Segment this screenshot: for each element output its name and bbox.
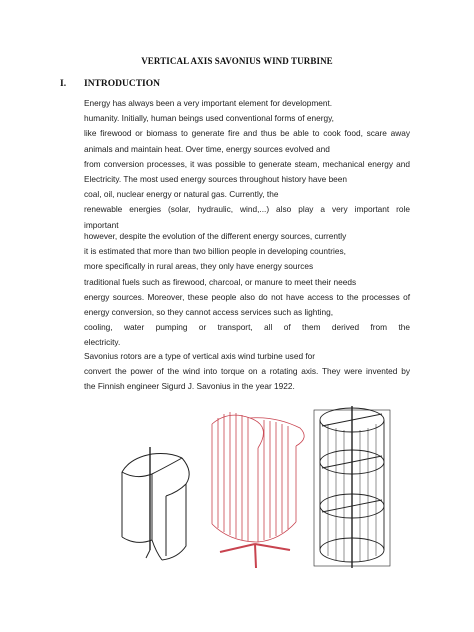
savonius-s-rotor-illustration: [122, 447, 189, 560]
document-title: VERTICAL AXIS SAVONIUS WIND TURBINE: [141, 56, 333, 66]
paragraph-1: [84, 96, 410, 233]
text-line: cooling, water pumping or transport, all of them derived from the: [84, 322, 410, 333]
text-line: the Finnish engineer Sigurd J. Savonius in the year 1922.: [84, 381, 295, 392]
text-line: electricity.: [84, 337, 121, 348]
text-line: animals and maintain heat. Over time, energy sources evolved and: [84, 143, 330, 154]
text-line: more specifically in rural areas, they only have energy sources: [84, 261, 314, 272]
savonius-rotor-figure: [100, 402, 400, 572]
savonius-cage-rotor-illustration: [314, 406, 390, 568]
text-line: humanity. Initially, human beings used conventional forms of energy,: [84, 113, 334, 124]
savonius-tall-rotor-illustration: [212, 412, 304, 568]
text-line: coal, oil, nuclear energy or natural gas. Currently, the: [84, 189, 279, 200]
text-line: energy conversion, so they cannot access services such as lighting,: [84, 307, 334, 318]
text-line: it is estimated that more than two billion people in developing countries,: [84, 246, 346, 257]
paragraph-3: [84, 349, 410, 395]
text-line: Savonius rotors are a type of vertical axis wind turbine used for: [84, 351, 316, 361]
text-line: convert the power of the wind into torque on a rotating axis. They were invented by: [84, 366, 410, 377]
section-title: INTRODUCTION: [84, 79, 161, 89]
section-number: I.: [60, 79, 67, 89]
text-line: Energy has always been a very important element for development.: [84, 98, 333, 108]
text-line: traditional fuels such as firewood, charcoal, or manure to meet their needs: [84, 276, 357, 287]
text-line: like firewood or biomass to generate fire and thus be able to cook food, scare away: [84, 128, 410, 139]
text-line: Electricity. The most used energy sources throughout history have been: [84, 174, 348, 185]
text-line: important: [84, 219, 119, 230]
text-line: energy sources. Moreover, these people also do not have access to the processes of: [84, 291, 410, 302]
section-heading: [60, 79, 160, 89]
text-line: however, despite the evolution of the different energy sources, currently: [84, 231, 347, 241]
paragraph-2: [84, 229, 410, 351]
text-line: renewable energies (solar, hydraulic, wind,...) also play a very important role: [84, 204, 410, 215]
text-line: from conversion processes, it was possible to generate steam, mechanical energy and: [84, 158, 410, 169]
